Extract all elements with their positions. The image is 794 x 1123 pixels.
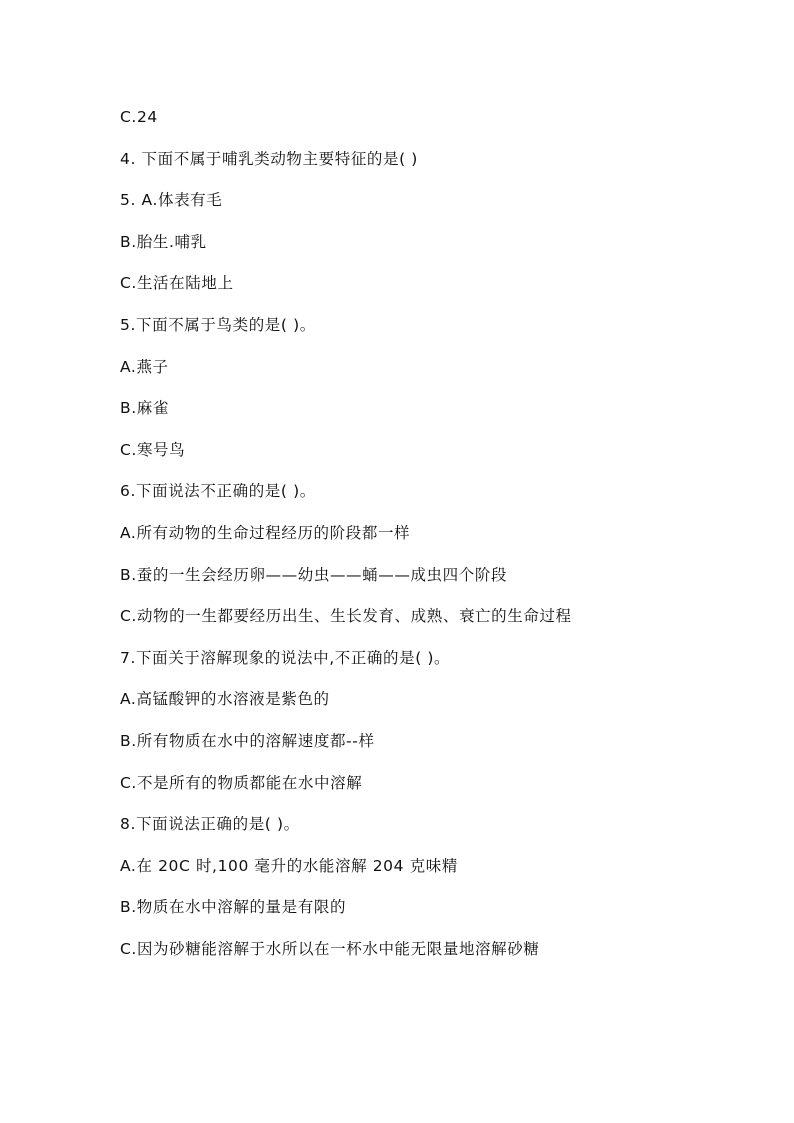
question-7-option-b: B.所有物质在水中的溶解速度都--样 bbox=[120, 731, 375, 750]
question-4-text: 4. 下面不属于哺乳类动物主要特征的是( ) bbox=[120, 149, 418, 168]
question-7-option-c: C.不是所有的物质都能在水中溶解 bbox=[120, 773, 363, 792]
answer-option-c-24: C.24 bbox=[120, 108, 158, 126]
question-5b-option-c: C.寒号鸟 bbox=[120, 440, 186, 459]
question-7-text: 7.下面关于溶解现象的说法中,不正确的是( )。 bbox=[120, 648, 451, 667]
question-8-option-c: C.因为砂糖能溶解于水所以在一杯水中能无限量地溶解砂糖 bbox=[120, 939, 540, 958]
question-6-option-b: B.蚕的一生会经历卵——幼虫——蛹——成虫四个阶段 bbox=[120, 565, 508, 584]
question-8-option-b: B.物质在水中溶解的量是有限的 bbox=[120, 898, 347, 917]
question-7-option-a: A.高锰酸钾的水溶液是紫色的 bbox=[120, 690, 330, 709]
question-8-text: 8.下面说法正确的是( )。 bbox=[120, 815, 300, 834]
question-5-option-c: C.生活在陆地上 bbox=[120, 274, 234, 293]
question-5b-text: 5.下面不属于鸟类的是( )。 bbox=[120, 315, 316, 334]
question-5b-option-a: A.燕子 bbox=[120, 357, 169, 376]
question-6-option-c: C.动物的一生都要经历出生、生长发育、成熟、衰亡的生命过程 bbox=[120, 607, 572, 626]
question-6-text: 6.下面说法不正确的是( )。 bbox=[120, 482, 316, 501]
question-5b-option-b: B.麻雀 bbox=[120, 399, 169, 418]
question-5-option-b: B.胎生.哺乳 bbox=[120, 232, 207, 251]
question-5-option-a: 5. A.体表有毛 bbox=[120, 191, 223, 210]
question-8-option-a: A.在 20C 时,100 毫升的水能溶解 204 克味精 bbox=[120, 856, 458, 875]
question-6-option-a: A.所有动物的生命过程经历的阶段都一样 bbox=[120, 523, 411, 542]
